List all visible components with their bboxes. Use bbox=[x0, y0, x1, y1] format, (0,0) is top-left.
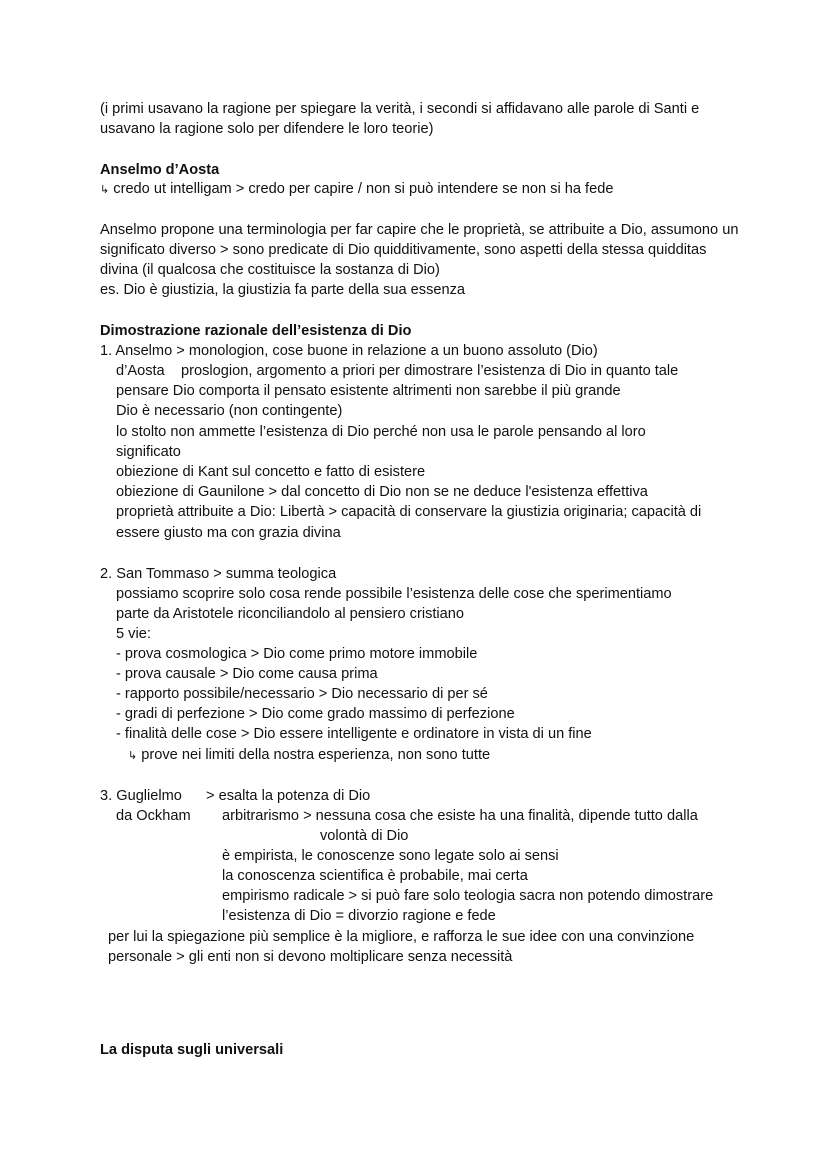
item2-line: parte da Aristotele riconciliandolo al pensiero cristiano bbox=[116, 606, 465, 622]
item2-line: 2. San Tommaso > summa teologica bbox=[100, 566, 337, 582]
item1-line: lo stolto non ammette l’esistenza di Dio perché non usa le parole pensando al loro bbox=[116, 424, 646, 440]
item1-line: significato bbox=[116, 444, 181, 460]
paragraph-line: es. Dio è giustizia, la giustizia fa parte della sua essenza bbox=[100, 282, 466, 298]
section-heading-universali: La disputa sugli universali bbox=[100, 1042, 284, 1058]
item3-line: volontà di Dio bbox=[320, 828, 409, 844]
closing-line: per lui la spiegazione più semplice è la migliore, e rafforza le sue idee con una convinzione bbox=[108, 929, 695, 945]
item1-line: obiezione di Kant sul concetto e fatto di esistere bbox=[116, 464, 426, 480]
item1-line: Dio è necessario (non contingente) bbox=[116, 403, 343, 419]
item3-line: l’esistenza di Dio = divorzio ragione e fede bbox=[222, 908, 496, 924]
intro-line: (i primi usavano la ragione per spiegare la verità, i secondi si affidavano alle parole di Santi e bbox=[100, 101, 700, 117]
item1-line: proslogion, argomento a priori per dimostrare l’esistenza di Dio in quanto tale bbox=[181, 363, 679, 379]
via-item: - finalità delle cose > Dio essere intelligente e ordinatore in vista di un fine bbox=[116, 726, 592, 742]
section-heading-dimostrazione: Dimostrazione razionale dell’esistenza di Dio bbox=[100, 323, 412, 339]
via-item: - prova causale > Dio come causa prima bbox=[116, 666, 378, 682]
via-item: - gradi di perfezione > Dio come grado massimo di perfezione bbox=[116, 706, 515, 722]
item1-line: obiezione di Gaunilone > dal concetto di Dio non se ne deduce l'esistenza effettiva bbox=[116, 484, 648, 500]
section-heading-anselmo: Anselmo d’Aosta bbox=[100, 162, 220, 178]
paragraph-line: divina (il qualcosa che costituisce la sostanza di Dio) bbox=[100, 262, 440, 278]
via-item: - prova cosmologica > Dio come primo motore immobile bbox=[116, 646, 478, 662]
paragraph-line: significato diverso > sono predicate di Dio quidditivamente, sono aspetti della stessa quidditas bbox=[100, 242, 707, 258]
item3-line: arbitrarismo > nessuna cosa che esiste ha una finalità, dipende tutto dalla bbox=[222, 808, 698, 824]
arrow-icon: ↳ bbox=[128, 750, 138, 762]
motto-text: credo ut intelligam > credo per capire / non si può intendere se non si ha fede bbox=[113, 181, 614, 197]
paragraph-line: Anselmo propone una terminologia per far capire che le proprietà, se attribuite a Dio, assumono un bbox=[100, 222, 739, 238]
note-line bbox=[128, 746, 490, 765]
item3-label: 3. Guglielmo bbox=[100, 788, 182, 804]
via-item: - rapporto possibile/necessario > Dio necessario di per sé bbox=[116, 686, 488, 702]
motto-line bbox=[100, 180, 613, 199]
item2-line: possiamo scoprire solo cosa rende possibile l’esistenza delle cose che sperimentiamo bbox=[116, 586, 672, 602]
closing-line: personale > gli enti non si devono moltiplicare senza necessità bbox=[108, 949, 513, 965]
item3-label: da Ockham bbox=[116, 808, 191, 824]
item3-line: la conoscenza scientifica è probabile, mai certa bbox=[222, 868, 528, 884]
item3-line: è empirista, le conoscenze sono legate solo ai sensi bbox=[222, 848, 559, 864]
item1-label: d’Aosta bbox=[116, 363, 165, 379]
arrow-icon: ↳ bbox=[100, 184, 110, 196]
item1-line: proprietà attribuite a Dio: Libertà > capacità di conservare la giustizia originaria; capacità di bbox=[116, 504, 702, 520]
item3-line: > esalta la potenza di Dio bbox=[206, 788, 371, 804]
intro-line: usavano la ragione solo per difendere le loro teorie) bbox=[100, 121, 434, 137]
note-text: prove nei limiti della nostra esperienza, non sono tutte bbox=[141, 747, 491, 763]
item1-line: 1. Anselmo > monologion, cose buone in relazione a un buono assoluto (Dio) bbox=[100, 343, 598, 359]
item2-line: 5 vie: bbox=[116, 626, 151, 642]
item1-line: pensare Dio comporta il pensato esistente altrimenti non sarebbe il più grande bbox=[116, 383, 621, 399]
item1-line: essere giusto ma con grazia divina bbox=[116, 525, 341, 541]
item3-line: empirismo radicale > si può fare solo teologia sacra non potendo dimostrare bbox=[222, 888, 714, 904]
